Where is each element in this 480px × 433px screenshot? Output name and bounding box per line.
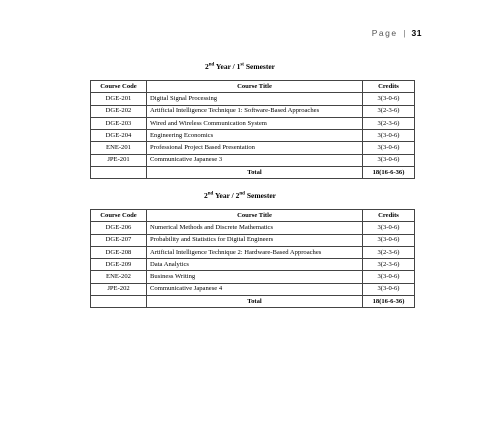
course-title: Business Writing — [147, 271, 363, 283]
semester-1-heading: 2nd Year / 1st Semester — [204, 62, 276, 71]
course-code: JPE-202 — [91, 283, 147, 295]
course-credits: 3(3-0-6) — [363, 222, 415, 234]
course-code: DGE-202 — [91, 105, 147, 117]
table-row — [91, 105, 415, 117]
table-row — [91, 271, 415, 283]
course-code: JPE-201 — [91, 154, 147, 166]
table-row — [91, 154, 415, 166]
table-header-row — [91, 210, 415, 222]
course-code: ENE-201 — [91, 142, 147, 154]
course-code: DGE-209 — [91, 259, 147, 271]
course-credits: 3(2-3-6) — [363, 246, 415, 258]
page-label: Page — [371, 28, 398, 38]
table-row — [91, 117, 415, 129]
course-title: Artificial Intelligence Technique 2: Hardware-Based Approaches — [147, 246, 363, 258]
course-credits: 3(2-3-6) — [363, 259, 415, 271]
course-credits: 3(3-0-6) — [363, 283, 415, 295]
course-credits: 3(2-3-6) — [363, 117, 415, 129]
header-credits: Credits — [363, 81, 415, 93]
table-row — [91, 142, 415, 154]
table-row — [91, 283, 415, 295]
course-credits: 3(3-0-6) — [363, 130, 415, 142]
total-credits: 18(16-6-36) — [363, 296, 415, 308]
total-label: Total — [147, 167, 363, 179]
total-row — [91, 167, 415, 179]
total-credits: 18(16-6-36) — [363, 167, 415, 179]
page-number — [372, 28, 422, 38]
course-credits: 3(3-0-6) — [363, 93, 415, 105]
course-title: Digital Signal Processing — [147, 93, 363, 105]
course-code: DGE-206 — [91, 222, 147, 234]
course-title: Communicative Japanese 4 — [147, 283, 363, 295]
course-title: Communicative Japanese 3 — [147, 154, 363, 166]
table-row — [91, 259, 415, 271]
table-row — [91, 130, 415, 142]
course-credits: 3(2-3-6) — [363, 105, 415, 117]
header-credits: Credits — [363, 210, 415, 222]
table-row — [91, 246, 415, 258]
course-code: DGE-201 — [91, 93, 147, 105]
course-title: Probability and Statistics for Digital Engineers — [147, 234, 363, 246]
course-credits: 3(3-0-6) — [363, 154, 415, 166]
table-row — [91, 222, 415, 234]
course-code: DGE-207 — [91, 234, 147, 246]
course-credits: 3(3-0-6) — [363, 271, 415, 283]
header-course-title: Course Title — [147, 81, 363, 93]
course-code: DGE-208 — [91, 246, 147, 258]
total-row — [91, 296, 415, 308]
table-header-row — [91, 81, 415, 93]
course-code: ENE-202 — [91, 271, 147, 283]
header-course-code: Course Code — [91, 81, 147, 93]
page-separator: | — [403, 28, 406, 38]
page-number-value: 31 — [411, 28, 422, 38]
course-title: Wired and Wireless Communication System — [147, 117, 363, 129]
semester-2-heading: 2nd Year / 2nd Semester — [204, 191, 276, 200]
course-code: DGE-204 — [91, 130, 147, 142]
header-course-code: Course Code — [91, 210, 147, 222]
semester-1-table — [90, 80, 415, 179]
course-title: Data Analytics — [147, 259, 363, 271]
course-title: Numerical Methods and Discrete Mathematics — [147, 222, 363, 234]
course-code: DGE-203 — [91, 117, 147, 129]
course-credits: 3(3-0-6) — [363, 234, 415, 246]
total-label: Total — [147, 296, 363, 308]
table-row — [91, 93, 415, 105]
course-title: Engineering Economics — [147, 130, 363, 142]
course-title: Artificial Intelligence Technique 1: Software-Based Approaches — [147, 105, 363, 117]
table-row — [91, 234, 415, 246]
course-title: Professional Project Based Presentation — [147, 142, 363, 154]
header-course-title: Course Title — [147, 210, 363, 222]
course-credits: 3(3-0-6) — [363, 142, 415, 154]
semester-2-table — [90, 209, 415, 308]
